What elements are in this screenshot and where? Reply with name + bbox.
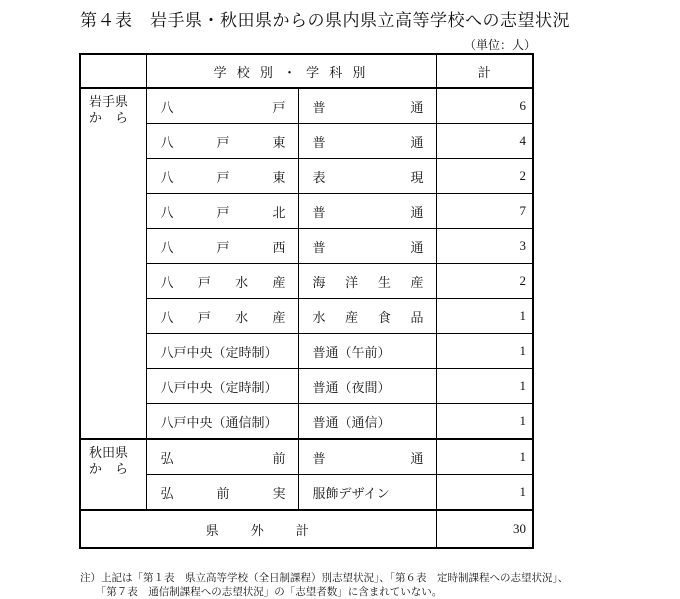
school-name: [146, 88, 298, 124]
table-row: [80, 299, 533, 334]
table-row: [80, 264, 533, 299]
school-name-text: 八 戸: [160, 100, 286, 116]
table-row: [80, 334, 533, 369]
course-name: [298, 229, 436, 264]
applicant-count: 1: [436, 439, 533, 475]
course-name: [298, 88, 436, 124]
table-row: [80, 404, 533, 440]
table-row: [80, 229, 533, 264]
course-name-text: 普 通: [312, 451, 424, 467]
course-name: 普通（夜間）: [298, 369, 436, 404]
total-row: [80, 510, 533, 548]
applicant-count: 2: [436, 159, 533, 194]
applications-table: [79, 53, 534, 549]
school-name-text: 八 戸 西: [160, 240, 286, 256]
school-name: [146, 264, 298, 299]
table-row: [80, 194, 533, 229]
applicant-count: 1: [436, 475, 533, 511]
school-name: 八戸中央（定時制）: [146, 369, 298, 404]
course-name-text: 表 現: [312, 170, 424, 186]
unit-label: （単位：人）: [464, 38, 537, 52]
course-name-text: 普 通: [312, 205, 424, 221]
applicant-count: 1: [436, 334, 533, 369]
region-cell: [80, 439, 146, 510]
school-name: [146, 194, 298, 229]
region-cell: [80, 88, 146, 439]
school-name: [146, 229, 298, 264]
school-name: [146, 124, 298, 159]
applicant-count: 1: [436, 369, 533, 404]
applicant-count: 7: [436, 194, 533, 229]
header-blank-cell: [80, 54, 146, 88]
course-name: [298, 264, 436, 299]
school-name-text: 八 戸 水 産: [160, 275, 286, 291]
course-name: 普通（通信）: [298, 404, 436, 440]
course-name: [298, 194, 436, 229]
school-name-text: 八 戸 東: [160, 135, 286, 151]
school-name: 八戸中央（定時制）: [146, 334, 298, 369]
school-name-text: 八 戸 北: [160, 205, 286, 221]
course-name: [298, 299, 436, 334]
region-label: か ら: [89, 111, 129, 126]
school-name-text: 弘 前: [160, 451, 286, 467]
school-name-text: 八 戸 水 産: [160, 310, 286, 326]
applicant-count: 3: [436, 229, 533, 264]
course-name: [298, 159, 436, 194]
region-label: 秋田県: [89, 446, 129, 461]
table-header-row: [80, 54, 533, 88]
table-row: [80, 475, 533, 511]
header-total: 計: [436, 54, 533, 88]
course-name: 服飾デザイン: [298, 475, 436, 511]
footnote-line: 注）上記は「第１表 県立高等学校（全日制課程）別志望状況」、「第６表 定時制課程への志望状況」、: [80, 572, 569, 584]
footnote: [80, 571, 568, 599]
total-label: 県 外 計: [80, 510, 436, 548]
school-name: [146, 475, 298, 511]
table-row: [80, 439, 533, 475]
course-name-text: 海 洋 生 産: [312, 275, 424, 291]
table-row: [80, 159, 533, 194]
school-name: [146, 159, 298, 194]
region-label: か ら: [89, 462, 129, 477]
applicant-count: 6: [436, 88, 533, 124]
course-name: [298, 439, 436, 475]
school-name: [146, 299, 298, 334]
total-count: 30: [436, 510, 533, 548]
applicant-count: 2: [436, 264, 533, 299]
course-name-text: 普 通: [312, 240, 424, 256]
footnote-line: 「第７表 通信制課程への志望状況」の「志望者数」に含まれていない。: [80, 586, 443, 598]
course-name-text: 普 通: [312, 100, 424, 116]
applicant-count: 1: [436, 404, 533, 440]
region-label: 岩手県: [89, 95, 129, 110]
applicant-count: 1: [436, 299, 533, 334]
school-name-text: 八 戸 東: [160, 170, 286, 186]
course-name: 普通（午前）: [298, 334, 436, 369]
school-name: [146, 439, 298, 475]
table-row: [80, 369, 533, 404]
school-name-text: 弘 前 実: [160, 486, 286, 502]
table-row: [80, 88, 533, 124]
page-title: 第４表 岩手県・秋田県からの県内県立高等学校への志望状況: [80, 11, 570, 31]
course-name-text: 普 通: [312, 135, 424, 151]
course-name: [298, 124, 436, 159]
table-row: [80, 124, 533, 159]
course-name-text: 水 産 食 品: [312, 310, 424, 326]
school-name: 八戸中央（通信制）: [146, 404, 298, 440]
applicant-count: 4: [436, 124, 533, 159]
header-school-course: 学 校 別 ・ 学 科 別: [146, 54, 436, 88]
